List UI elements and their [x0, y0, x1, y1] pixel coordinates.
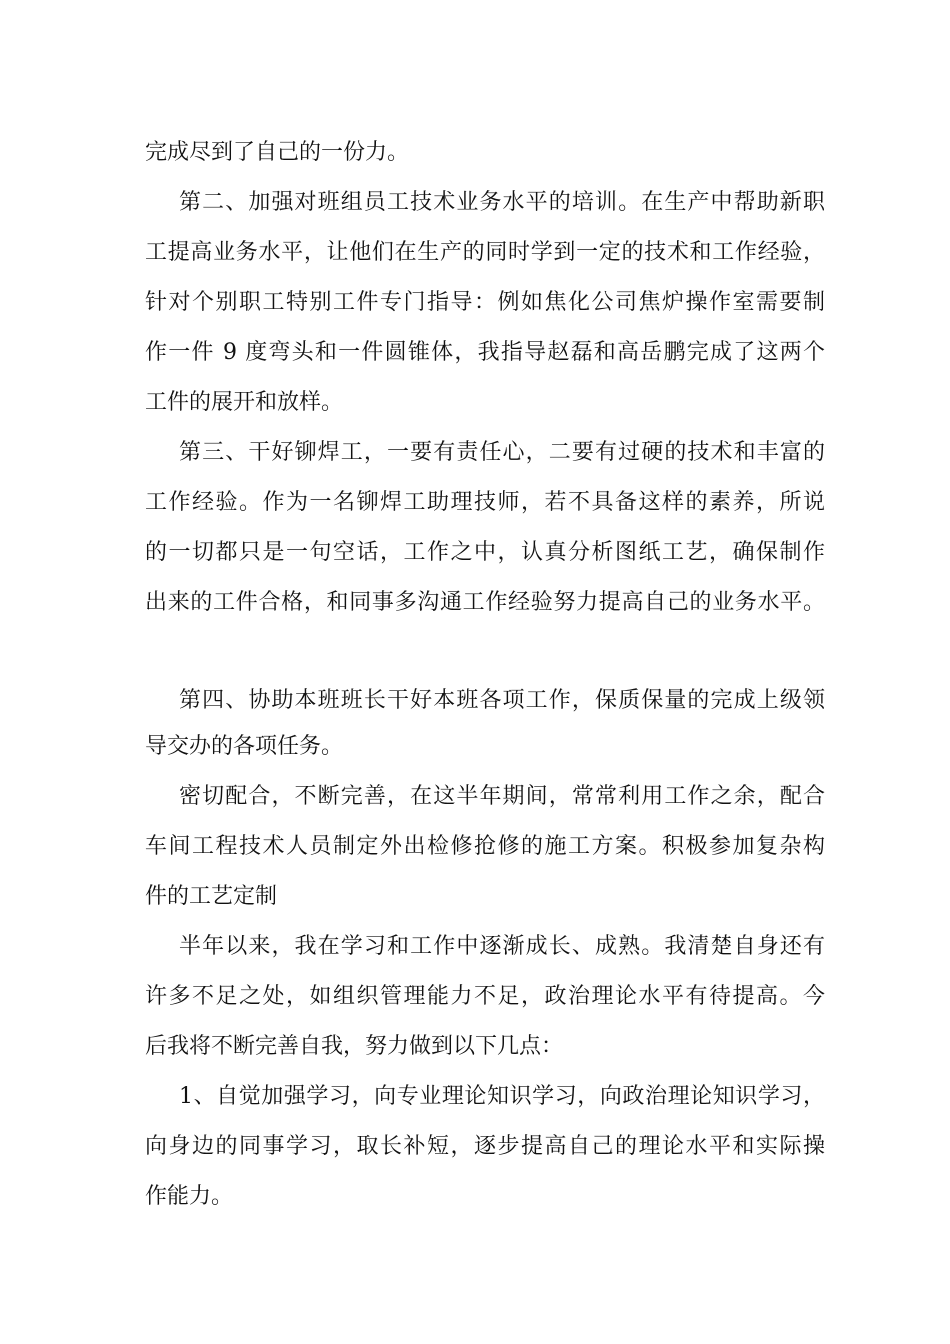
text-line-9: 的一切都只是一句空话，工作之中，认真分析图纸工艺，确保制作: [145, 540, 825, 565]
text-line-16: 半年以来，我在学习和工作中逐渐成长、成熟。我清楚自身还有: [179, 934, 825, 959]
text-line-14: 车间工程技术人员制定外出检修抢修的施工方案。积极参加复杂构: [145, 834, 825, 859]
text-line-4: 针对个别职工特别工件专门指导：例如焦化公司焦炉操作室需要制: [145, 290, 825, 315]
text-line-21: 作能力。: [145, 1184, 234, 1209]
text-line-19: 1、自觉加强学习，向专业理论知识学习，向政治理论知识学习，: [179, 1084, 825, 1109]
text-line-18: 后我将不断完善自我，努力做到以下几点：: [145, 1034, 564, 1059]
text-line-3: 工提高业务水平，让他们在生产的同时学到一定的技术和工作经验，: [145, 240, 825, 265]
text-line-17: 许多不足之处，如组织管理能力不足，政治理论水平有待提高。今: [145, 984, 825, 1009]
text-line-15: 件的工艺定制: [145, 884, 278, 909]
text-line-6: 工件的展开和放样。: [145, 390, 344, 415]
text-line-20: 向身边的同事学习，取长补短，逐步提高自己的理论水平和实际操: [145, 1134, 825, 1159]
text-line-1: 完成尽到了自己的一份力。: [145, 140, 410, 165]
text-line-5: 作一件 9 度弯头和一件圆锥体，我指导赵磊和高岳鹏完成了这两个: [145, 340, 825, 365]
text-line-2: 第二、加强对班组员工技术业务水平的培训。在生产中帮助新职: [179, 190, 825, 215]
text-line-11: 第四、协助本班班长干好本班各项工作，保质保量的完成上级领: [179, 688, 825, 713]
text-line-7: 第三、干好铆焊工，一要有责任心，二要有过硬的技术和丰富的: [179, 440, 825, 465]
text-line-8: 工作经验。作为一名铆焊工助理技师，若不具备这样的素养，所说: [145, 490, 825, 515]
text-line-10: 出来的工件合格，和同事多沟通工作经验努力提高自己的业务水平。: [145, 590, 825, 615]
text-line-12: 导交办的各项任务。: [145, 734, 344, 759]
text-line-13: 密切配合，不断完善，在这半年期间，常常利用工作之余，配合: [179, 784, 825, 809]
